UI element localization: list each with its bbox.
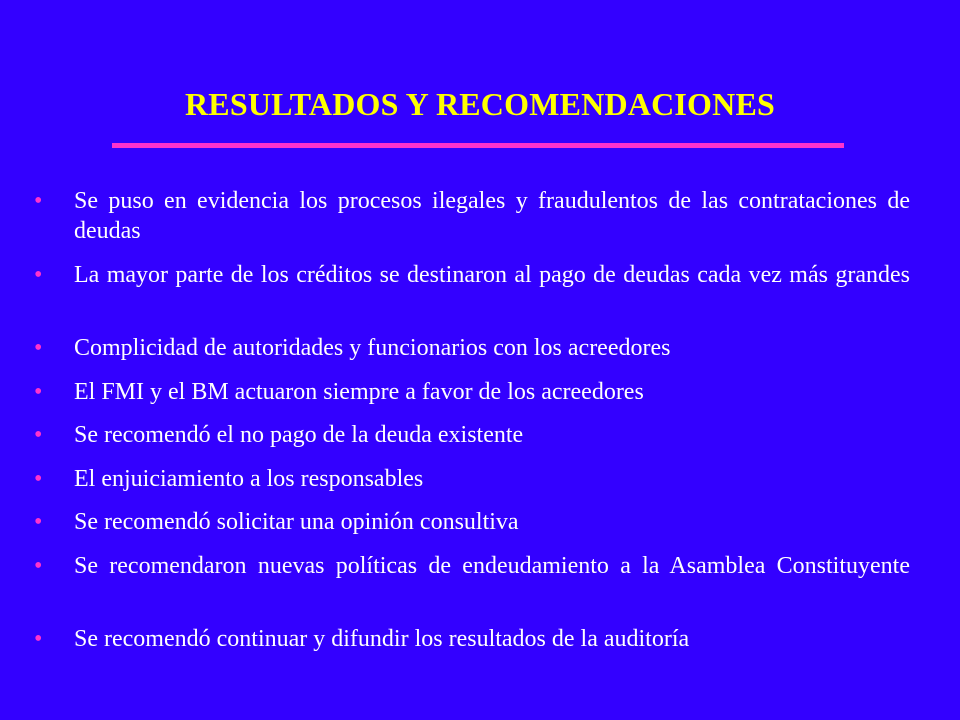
bullet-text: El FMI y el BM actuaron siempre a favor de los acreedores [74, 378, 644, 405]
title-underline [112, 143, 844, 148]
bullet-text: Se recomendó solicitar una opinión consultiva [74, 509, 519, 535]
list-item [34, 624, 910, 654]
list-item [34, 420, 910, 450]
bullet-marker: • [34, 552, 43, 579]
bullet-text: El enjuiciamiento a los responsables [74, 465, 424, 492]
bullet-marker: • [34, 465, 43, 492]
list-item [34, 186, 910, 246]
list-item [34, 260, 910, 320]
slide-title: RESULTADOS Y RECOMENDACIONES [184, 86, 775, 122]
bullet-marker: • [34, 188, 43, 214]
bullet-marker: • [34, 509, 43, 535]
bullet-marker: • [34, 626, 43, 652]
bullet-marker: • [34, 422, 43, 448]
list-item [34, 333, 910, 363]
list-item [34, 464, 910, 494]
bullet-marker: • [34, 378, 43, 405]
list-item [34, 377, 910, 407]
bullet-marker: • [34, 261, 43, 288]
bullet-marker: • [34, 335, 43, 361]
bullet-list [34, 186, 910, 668]
bullet-text: La mayor parte de los créditos se destinaron al pago de deudas cada vez más grandes [74, 261, 910, 288]
bullet-text: Se recomendó el no pago de la deuda existente [74, 422, 524, 448]
list-item [34, 507, 910, 537]
bullet-text: Complicidad de autoridades y funcionarios con los acreedores [74, 335, 671, 361]
bullet-text: Se puso en evidencia los procesos ilegales y fraudulentos de las contrataciones de deudas [74, 188, 910, 244]
bullet-text: Se recomendó continuar y difundir los resultados de la auditoría [74, 626, 690, 652]
list-item [34, 551, 910, 611]
bullet-text: Se recomendaron nuevas políticas de endeudamiento a la Asamblea Constituyente [74, 552, 910, 579]
